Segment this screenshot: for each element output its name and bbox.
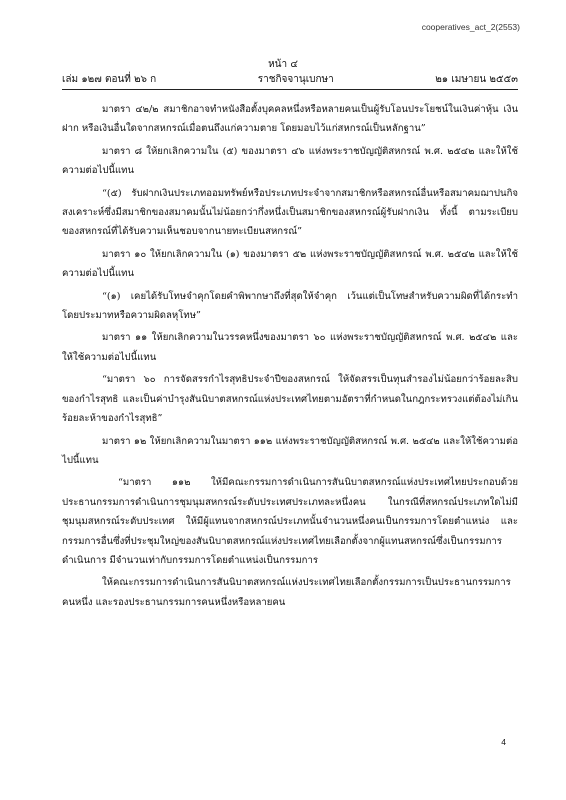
gazette-header <box>62 72 518 87</box>
section-paragraph: “(๕) รับฝากเงินประเภทออมทรัพย์หรือประเภทประจำจากสมาชิกหรือสหกรณ์อื่นหรือสมาคมฌาปนกิจสงเคราะห์ซึ่งมีสมาชิกของสมาคมนั้นไม่น้อยกว่ากึ่งหนึ่งเป็นสมาชิกของสหกรณ์ผู้รับฝากเงิน ทั้งนี้ ตามระเบียบของสหกรณ์ที่ได้รับความเห็นชอบจากนายทะเบียนสหกรณ์” <box>62 187 518 238</box>
section-paragraph: มาตรา ๘ ให้ยกเลิกความใน (๕) ของมาตรา ๔๖ แห่งพระราชบัญญัติสหกรณ์ พ.ศ. ๒๕๔๒ และให้ใช้ความต่อไปนี้แทน <box>62 145 518 177</box>
header-rule <box>62 89 518 90</box>
publication-date: ๒๑ เมษายน ๒๕๕๓ <box>435 74 518 85</box>
page-number: 4 <box>501 737 506 747</box>
document-id: cooperatives_act_2(2553) <box>421 22 520 32</box>
section-paragraph: มาตรา ๔๒/๒ สมาชิกอาจทำหนังสือตั้งบุคคลหนึ่งหรือหลายคนเป็นผู้รับโอนประโยชน์ในเงินค่าหุ้น เงินฝาก หรือเงินอื่นใดจากสหกรณ์เมื่อตนถึงแก่ความตาย โดยมอบไว้แก่สหกรณ์เป็นหลักฐาน” <box>62 104 518 135</box>
document-body <box>62 100 518 615</box>
volume-issue: เล่ม ๑๒๗ ตอนที่ ๒๖ ก <box>62 74 157 85</box>
section-paragraph: มาตรา ๑๐ ให้ยกเลิกความใน (๑) ของมาตรา ๕๒ แห่งพระราชบัญญัติสหกรณ์ พ.ศ. ๒๕๔๒ และให้ใช้ความต่อไปนี้แทน <box>62 248 518 280</box>
section-paragraph: มาตรา ๑๒ ให้ยกเลิกความในมาตรา ๑๑๒ แห่งพระราชบัญญัติสหกรณ์ พ.ศ. ๒๕๔๒ และให้ใช้ความต่อไปนี้แทน <box>62 435 518 466</box>
section-paragraph: “มาตรา ๑๑๒ ให้มีคณะกรรมการดำเนินการสันนิบาตสหกรณ์แห่งประเทศไทยประกอบด้วย ประธานกรรมการดำเนินการชุมนุมสหกรณ์ระดับประเทศประเภทละหนึ่งคน ในกรณีที่สหกรณ์ประเภทใดไม่มีชุมนุมสหกรณ์ระดับประเทศ ให้มีผู้แทนจากสหกรณ์ประเภทนั้นจำนวนหนึ่งคนเป็นกรรมการโดยตำแหน่ง และกรรมการอื่นซึ่งที่ประชุมใหญ่ของสันนิบาตสหกรณ์แห่งประเทศไทยเลือกตั้งจากผู้แทนสหกรณ์ซึ่งเป็นกรรมการดำเนินการ มีจำนวนเท่ากับกรรมการโดยตำแหน่งเป็นกรรมการ <box>62 477 518 566</box>
page-label: หน้า ๔ <box>268 59 298 70</box>
section-paragraph: “(๑) เคยได้รับโทษจำคุกโดยคำพิพากษาถึงที่สุดให้จำคุก เว้นแต่เป็นโทษสำหรับความผิดที่ได้กระทำโดยประมาทหรือความผิดลหุโทษ” <box>62 290 518 322</box>
gazette-name: ราชกิจจานุเบกษา <box>257 74 334 85</box>
section-paragraph: ให้คณะกรรมการดำเนินการสันนิบาตสหกรณ์แห่งประเทศไทยเลือกตั้งกรรมการเป็นประธานกรรมการคนหนึ่ง และรองประธานกรรมการคนหนึ่งหรือหลายคน <box>62 577 511 608</box>
section-paragraph: มาตรา ๑๑ ให้ยกเลิกความในวรรคหนึ่งของมาตรา ๖๐ แห่งพระราชบัญญัติสหกรณ์ พ.ศ. ๒๕๔๒ และให้ใช้ความต่อไปนี้แทน <box>62 332 518 363</box>
section-paragraph: “มาตรา ๖๐ การจัดสรรกำไรสุทธิประจำปีของสหกรณ์ ให้จัดสรรเป็นทุนสำรองไม่น้อยกว่าร้อยละสิบของกำไรสุทธิ และเป็นค่าบำรุงสันนิบาตสหกรณ์แห่งประเทศไทยตามอัตราที่กำหนดในกฎกระทรวงแต่ต้องไม่เกินร้อยละห้าของกำไรสุทธิ” <box>62 374 518 425</box>
